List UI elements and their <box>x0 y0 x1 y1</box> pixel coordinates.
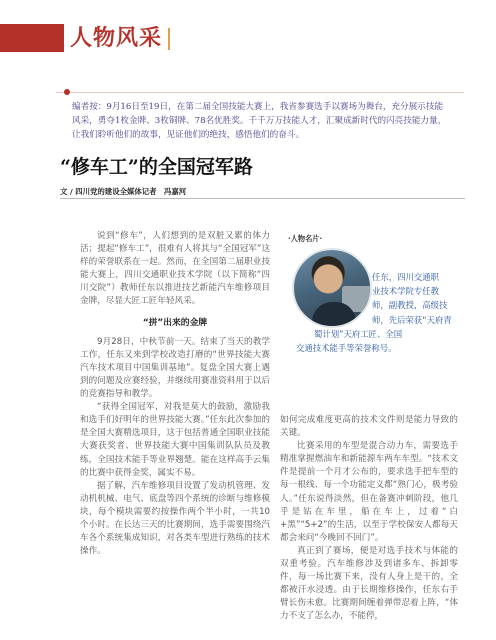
profile-line: 任东，四川交通职 <box>372 272 439 282</box>
profile-line: 交通技术能手等荣誉称号。 <box>296 343 397 354</box>
paragraph: “获得全国冠军，对我是莫大的鼓励，激励我和选手们好明年的世界技能大赛。”任东此次参加的是全国大赛精选项目，这于包括普通全国职业技能大赛获奖者、世界技能大赛中国集训队队员及教练，全国技术能手等业界翘楚。能在这样高手云集的比赛中获得金奖，属实不易。 <box>80 402 270 478</box>
section-header-bar <box>0 24 64 52</box>
profile-line: 业技术学院专任教 <box>372 286 439 297</box>
editor-note: 编者按：9月16日至19日，在第二届全国技能大赛上，我省参赛选手以赛场为舞台，充分展示技能风采，勇夺1枚金牌、3枚铜牌、78名优胜奖。千千万万技能人才，汇聚成新时代的闪亮技能力量，让我们聆听他们的故事，见证他们的绝技，感悟他们的奋斗。 <box>72 102 447 140</box>
profile-line: 蜀计划”天府工匠、全国 <box>314 328 403 339</box>
title-divider <box>168 28 170 50</box>
profile-text <box>296 270 454 355</box>
paragraph: 如何完成难度更高的技术文件则是能力导致的关键。 <box>280 415 458 439</box>
paragraph: 据了解，汽车维修项目设置了发动机管理、发动机机械、电气、底盘等四个系统的诊断与维修模块，每个模块需要约按操作两个半小时，一共10个小时。在长达三天的比赛期间，选手需要围绕汽车各个系统集成知识，对各类车型进行熟练的技术操作。 <box>80 480 270 557</box>
subheading: “拼”出来的金牌 <box>142 317 208 328</box>
paragraph: 比赛采用的车型是混合动力车，需要选手精准掌握燃油车和新能源车两车车型。“技术文件是提前一个月才公布的，要求选手把车型的每一根线、每一个功能定义都“熟门心，极考验人。”任东说得淡然，但在备赛冲刺阶段，他几乎是钻在车里，船在车上，过着“白+黑”“5+2”的生活，以至于学校保安人都每天都会来问“今晚回不回门”。 <box>280 441 458 543</box>
profile-line: 师，先后荣获“天府青 <box>372 314 452 325</box>
section-title: 人物风采 <box>70 24 170 54</box>
editor-note-dot <box>64 89 70 95</box>
paragraph: 真正到了赛场，便是对选手技术与体能的双重考验。汽车维修涉及到诸多车、拆卸零件，每一场比赛下来，没有人身上是干的，全都被汗水浸透。由于长期维修操作，任东右手臂长伤未愈。比赛期间缠着弹带忍着上阵，“体力不支了怎么办，不能停， <box>280 545 458 622</box>
left-column <box>80 230 270 558</box>
article-byline: 文 / 四川党的建设全媒体记者 冯嘉河 <box>60 187 187 196</box>
article-title: “修车工”的全国冠军路 <box>60 156 253 178</box>
profile-tag: ·人物名片· <box>288 234 323 243</box>
paragraph: 9月28日，中秋节前一天。结束了当天的教学工作，任东又来到学校改造打磨的“世界技能大赛汽车技术项目中国集训基地”。复盘全国大赛上遇到的问题及应赛经验，并继续用赛准资料用于以后的竞赛指导和教学。 <box>80 336 270 400</box>
paragraph: 说到“修车”，人们想到的是双脏又累的体力活；提起“修车工”，很难有人将其与“全国冠军”这样的荣誉联系在一起。然而，在全国第二届职业技能大赛上，四川交通职业技术学院（以下简称“四川交院”）教师任东以推进技艺新能汽车维修项目金牌，尽显大匠工匠年轻风采。 <box>80 231 270 307</box>
profile-line: 师，副教授，高级技 <box>372 300 448 311</box>
right-column <box>280 414 458 624</box>
profile-card <box>282 230 458 400</box>
title-rule <box>60 198 465 199</box>
